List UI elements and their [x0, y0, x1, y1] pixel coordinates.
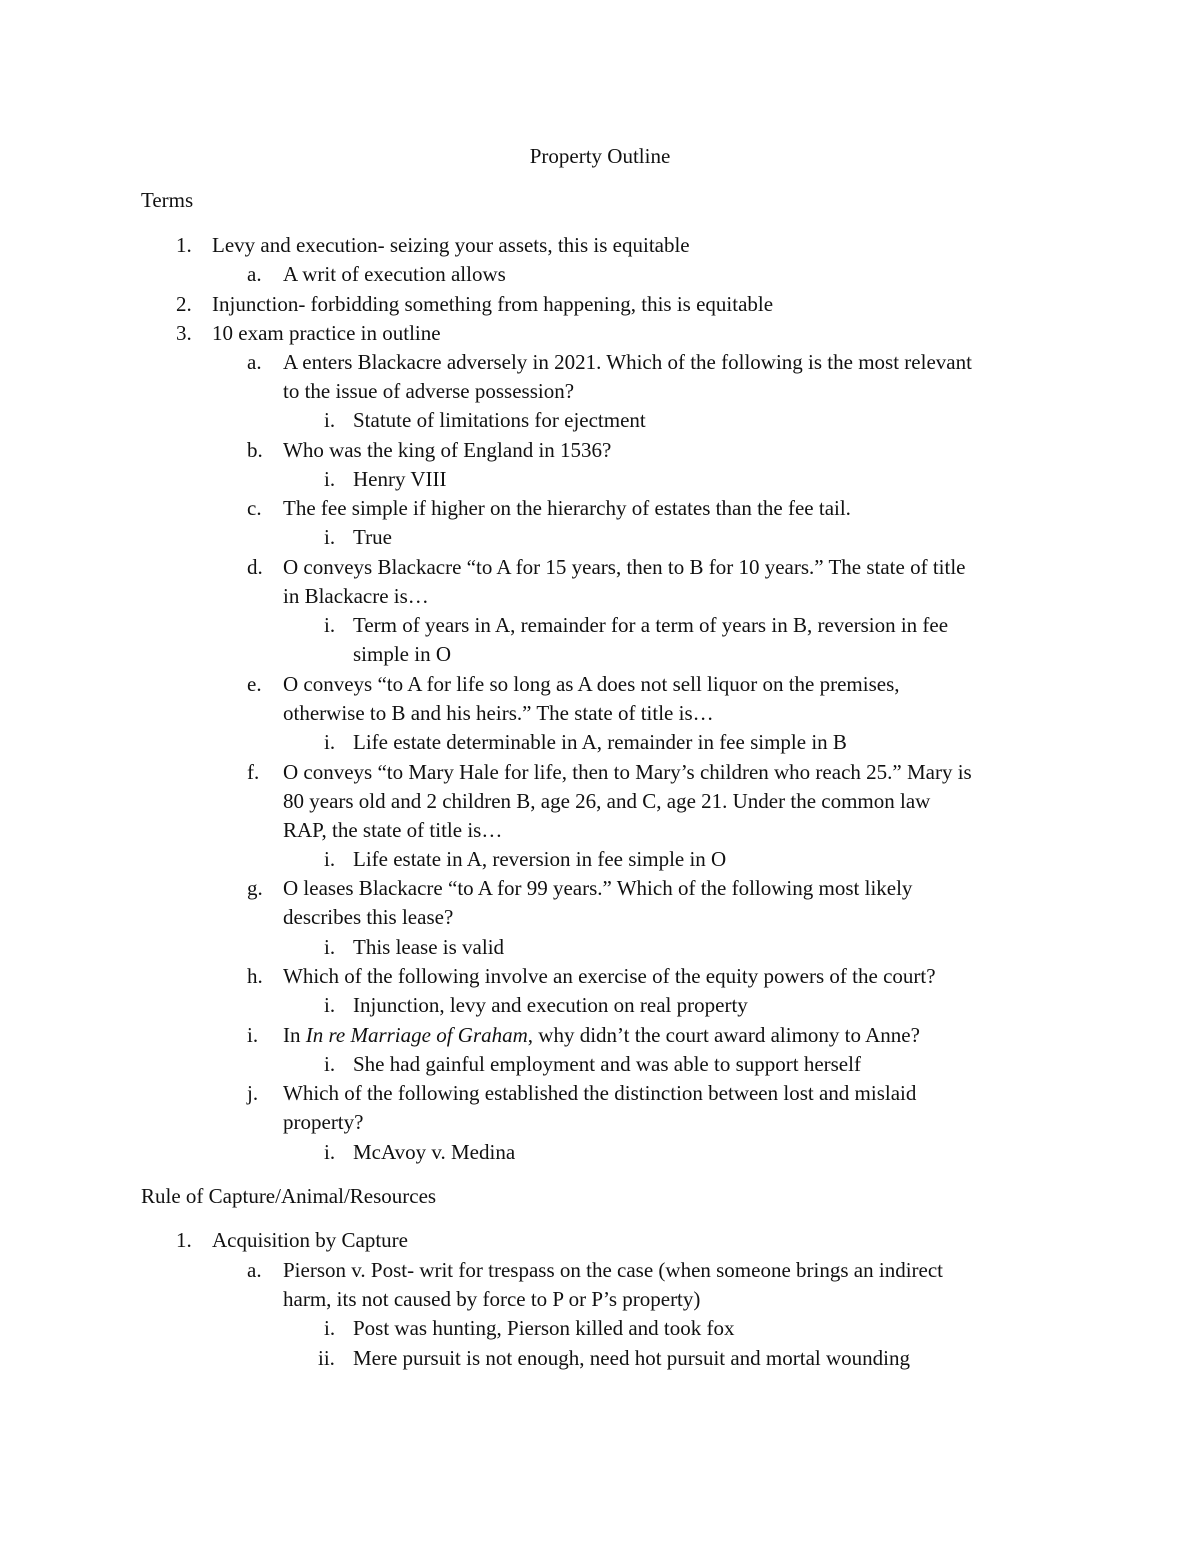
list-item-text: simple in O: [353, 642, 451, 666]
section-heading-terms: Terms: [141, 188, 194, 212]
list-marker: f.: [247, 760, 260, 784]
case-name-italic: In re Marriage of Graham: [305, 1023, 528, 1047]
list-item-text: Injunction- forbidding something from happening, this is equitable: [212, 292, 774, 316]
list-item-text: Life estate in A, reversion in fee simple in O: [353, 847, 727, 871]
list-marker: i.: [324, 1316, 336, 1340]
list-marker: 3.: [176, 321, 192, 345]
list-marker: i.: [324, 408, 336, 432]
list-marker: a.: [247, 262, 262, 286]
list-item-text: to the issue of adverse possession?: [283, 379, 575, 403]
list-marker: i.: [324, 613, 336, 637]
list-marker: a.: [247, 350, 262, 374]
list-marker: 1.: [176, 1228, 192, 1252]
list-marker: a.: [247, 1258, 262, 1282]
list-marker: 2.: [176, 292, 192, 316]
list-item-text: O conveys “to A for life so long as A does not sell liquor on the premises,: [283, 672, 900, 696]
list-item-text: McAvoy v. Medina: [353, 1140, 516, 1164]
list-item-text: The fee simple if higher on the hierarchy of estates than the fee tail.: [283, 496, 851, 520]
section-heading-rule-of-capture: Rule of Capture/Animal/Resources: [141, 1184, 437, 1208]
list-marker: i.: [324, 730, 336, 754]
list-marker: i.: [247, 1023, 259, 1047]
list-item-text: She had gainful employment and was able to support herself: [353, 1052, 861, 1076]
list-marker: i.: [324, 1140, 336, 1164]
list-item-text: Pierson v. Post- writ for trespass on the case (when someone brings an indirect: [283, 1258, 943, 1282]
list-marker: i.: [324, 935, 336, 959]
list-marker: i.: [324, 847, 336, 871]
list-marker: d.: [247, 555, 263, 579]
list-marker: h.: [247, 964, 263, 988]
list-item-text: Post was hunting, Pierson killed and took fox: [353, 1316, 735, 1340]
list-marker: c.: [247, 496, 262, 520]
list-item-text: Levy and execution- seizing your assets, this is equitable: [212, 233, 690, 257]
list-marker: i.: [324, 1052, 336, 1076]
list-item-text: [283, 1021, 920, 1050]
list-item-text: Statute of limitations for ejectment: [353, 408, 646, 432]
list-marker: i.: [324, 467, 336, 491]
list-item-text: RAP, the state of title is…: [283, 818, 503, 842]
list-item-text: True: [353, 525, 392, 549]
list-marker: i.: [324, 993, 336, 1017]
list-item-text: 80 years old and 2 children B, age 26, and C, age 21. Under the common law: [283, 789, 931, 813]
list-marker: i.: [324, 525, 336, 549]
text-prefix: In: [283, 1023, 306, 1047]
list-item-text: harm, its not caused by force to P or P’s property): [283, 1287, 701, 1311]
list-item-text: Term of years in A, remainder for a term of years in B, reversion in fee: [353, 613, 949, 637]
list-item-text: otherwise to B and his heirs.” The state of title is…: [283, 701, 714, 725]
list-marker: 1.: [176, 233, 192, 257]
list-item-text: 10 exam practice in outline: [212, 321, 441, 345]
list-item-text: Acquisition by Capture: [212, 1228, 408, 1252]
list-item-text: Who was the king of England in 1536?: [283, 438, 612, 462]
text-suffix: , why didn’t the court award alimony to Anne?: [527, 1023, 920, 1047]
list-item-text: O conveys “to Mary Hale for life, then to Mary’s children who reach 25.” Mary is: [283, 760, 972, 784]
list-marker: j.: [247, 1081, 259, 1105]
list-item-text: in Blackacre is…: [283, 584, 429, 608]
list-item-text: Henry VIII: [353, 467, 447, 491]
list-item-text: describes this lease?: [283, 905, 454, 929]
page-title: Property Outline: [529, 144, 671, 168]
list-item-text: Injunction, levy and execution on real property: [353, 993, 748, 1017]
list-marker: b.: [247, 438, 263, 462]
list-marker: ii.: [318, 1346, 335, 1370]
list-item-text: A enters Blackacre adversely in 2021. Which of the following is the most relevant: [283, 350, 972, 374]
list-marker: e.: [247, 672, 262, 696]
list-item-text: Which of the following involve an exercise of the equity powers of the court?: [283, 964, 936, 988]
list-item-text: Which of the following established the distinction between lost and mislaid: [283, 1081, 917, 1105]
list-item-text: O conveys Blackacre “to A for 15 years, then to B for 10 years.” The state of title: [283, 555, 966, 579]
list-marker: g.: [247, 876, 263, 900]
list-item-text: O leases Blackacre “to A for 99 years.” Which of the following most likely: [283, 876, 913, 900]
list-item-text: property?: [283, 1110, 364, 1134]
list-item-text: Life estate determinable in A, remainder in fee simple in B: [353, 730, 847, 754]
list-item-text: Mere pursuit is not enough, need hot pursuit and mortal wounding: [353, 1346, 911, 1370]
list-item-text: This lease is valid: [353, 935, 505, 959]
list-item-text: A writ of execution allows: [283, 262, 506, 286]
